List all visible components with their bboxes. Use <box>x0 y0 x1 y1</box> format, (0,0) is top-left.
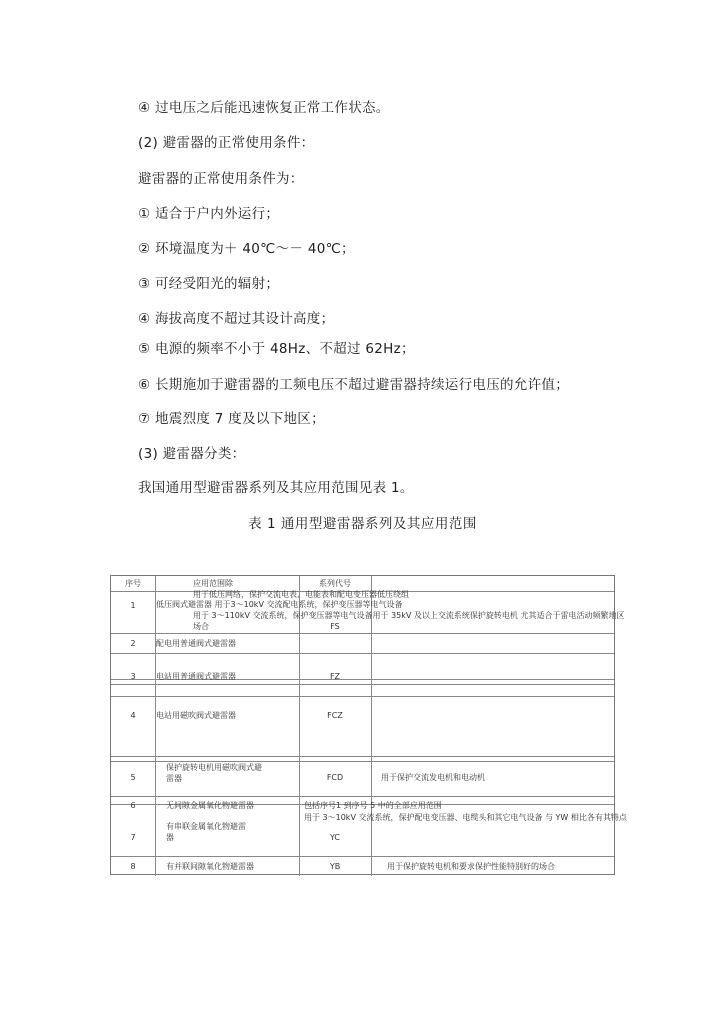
table-row-5-code: FCD <box>326 773 344 782</box>
scope-overlap-line-3: 用于 3～110kV 交流系统，保护变压器等电气设备用于 35kV 及以上交流系统保护旋转电机 尤其适合于雷电活动频繁地区 <box>193 611 625 620</box>
table-row-3-index: 3 <box>130 672 136 681</box>
arrester-series-table <box>110 575 627 875</box>
paragraph-condition-3: ③ 可经受阳光的辐射； <box>138 276 280 292</box>
header-index: 序号 <box>125 579 141 588</box>
paragraph-condition-4: ④ 海拔高度不超过其设计高度； <box>138 311 335 327</box>
table-row-8-name: 有并联间隙氧化物避雷器 <box>166 862 254 871</box>
paragraph-condition-1: ① 适合于户内外运行； <box>138 206 280 222</box>
table-row-7-name-line1: 有串联金属氧化物避雷 <box>166 822 246 831</box>
table-row-4-code: FCZ <box>327 711 343 720</box>
table-row-7-code: YC <box>329 833 341 842</box>
table-row-3-name: 电站用普通阀式避雷器 <box>156 672 236 681</box>
table-row-8-index: 8 <box>130 862 136 871</box>
table-row-1-code: FS <box>330 622 340 631</box>
table-row-5-index: 5 <box>130 773 136 782</box>
scope-overlap-line-1: 用于低压网络，保护交流电表、电能表和配电变压器低压绕组 <box>193 590 409 599</box>
table-row-1-index: 1 <box>130 601 136 610</box>
table-row-5-name-line1: 保护旋转电机用磁吹阀式避 <box>166 763 262 772</box>
paragraph-conditions-intro: 避雷器的正常使用条件为： <box>138 171 304 187</box>
paragraph-section-2-heading: (2) 避雷器的正常使用条件： <box>138 135 315 151</box>
scope-overlap-line-4: 场合 <box>193 622 209 631</box>
header-series-code: 系列代号 <box>319 579 351 588</box>
table-row-8-code: YB <box>329 862 341 871</box>
table-row-4-index: 4 <box>130 711 136 720</box>
paragraph-table-reference: 我国通用型避雷器系列及其应用范围见表 1。 <box>138 480 414 496</box>
table-row-5-note: 用于保护交流发电机和电动机 <box>381 773 485 782</box>
table-row-5-name-line2: 雷器 <box>166 774 182 783</box>
table-row-7-index: 7 <box>130 833 136 842</box>
table-row-6-name: 无间隙金属氧化物避雷器 <box>166 801 254 810</box>
paragraph-condition-6: ⑥ 长期施加于避雷器的工频电压不超过避雷器持续运行电压的允许值； <box>138 377 569 393</box>
scope-overlap-line-2: 低压阀式避雷器 用于3～10kV 交流配电系统，保护变压器等电气设备 <box>156 600 403 609</box>
table-row-4-name: 电站用磁吹阀式避雷器 <box>156 711 236 720</box>
table-row-7-note: 用于 3～10kV 交流系统，保护配电变压器、电缆头和其它电气设备 与 YW 相比各有其特点 <box>304 813 627 822</box>
table-row-6-note: 包括序号1 到序号 5 中的全部应用范围 <box>304 801 442 810</box>
table-row-8-note: 用于保护旋转电机和要求保护性能特别好的场合 <box>387 862 555 871</box>
table-row-7-name-line2: 器 <box>166 833 174 842</box>
paragraph-section-3-heading: (3) 避雷器分类： <box>138 446 246 462</box>
paragraph-condition-5: ⑤ 电源的频率不小于 48Hz、不超过 62Hz； <box>138 341 415 357</box>
paragraph-condition-7: ⑦ 地震烈度 7 度及以下地区； <box>138 411 325 427</box>
table-row-2-index: 2 <box>130 639 136 648</box>
paragraph-condition-2: ② 环境温度为＋ 40℃～－ 40℃； <box>138 241 355 257</box>
table-row-2-name: 配电用普通阀式避雷器 <box>156 639 236 648</box>
table-row-3-code: FZ <box>329 672 341 681</box>
header-scope: 应用范围除 <box>193 579 233 588</box>
table-row-6-index: 6 <box>130 801 136 810</box>
table-caption: 表 1 通用型避雷器系列及其应用范围 <box>248 516 477 532</box>
paragraph-overvoltage-recovery: ④ 过电压之后能迅速恢复正常工作状态。 <box>138 100 390 116</box>
